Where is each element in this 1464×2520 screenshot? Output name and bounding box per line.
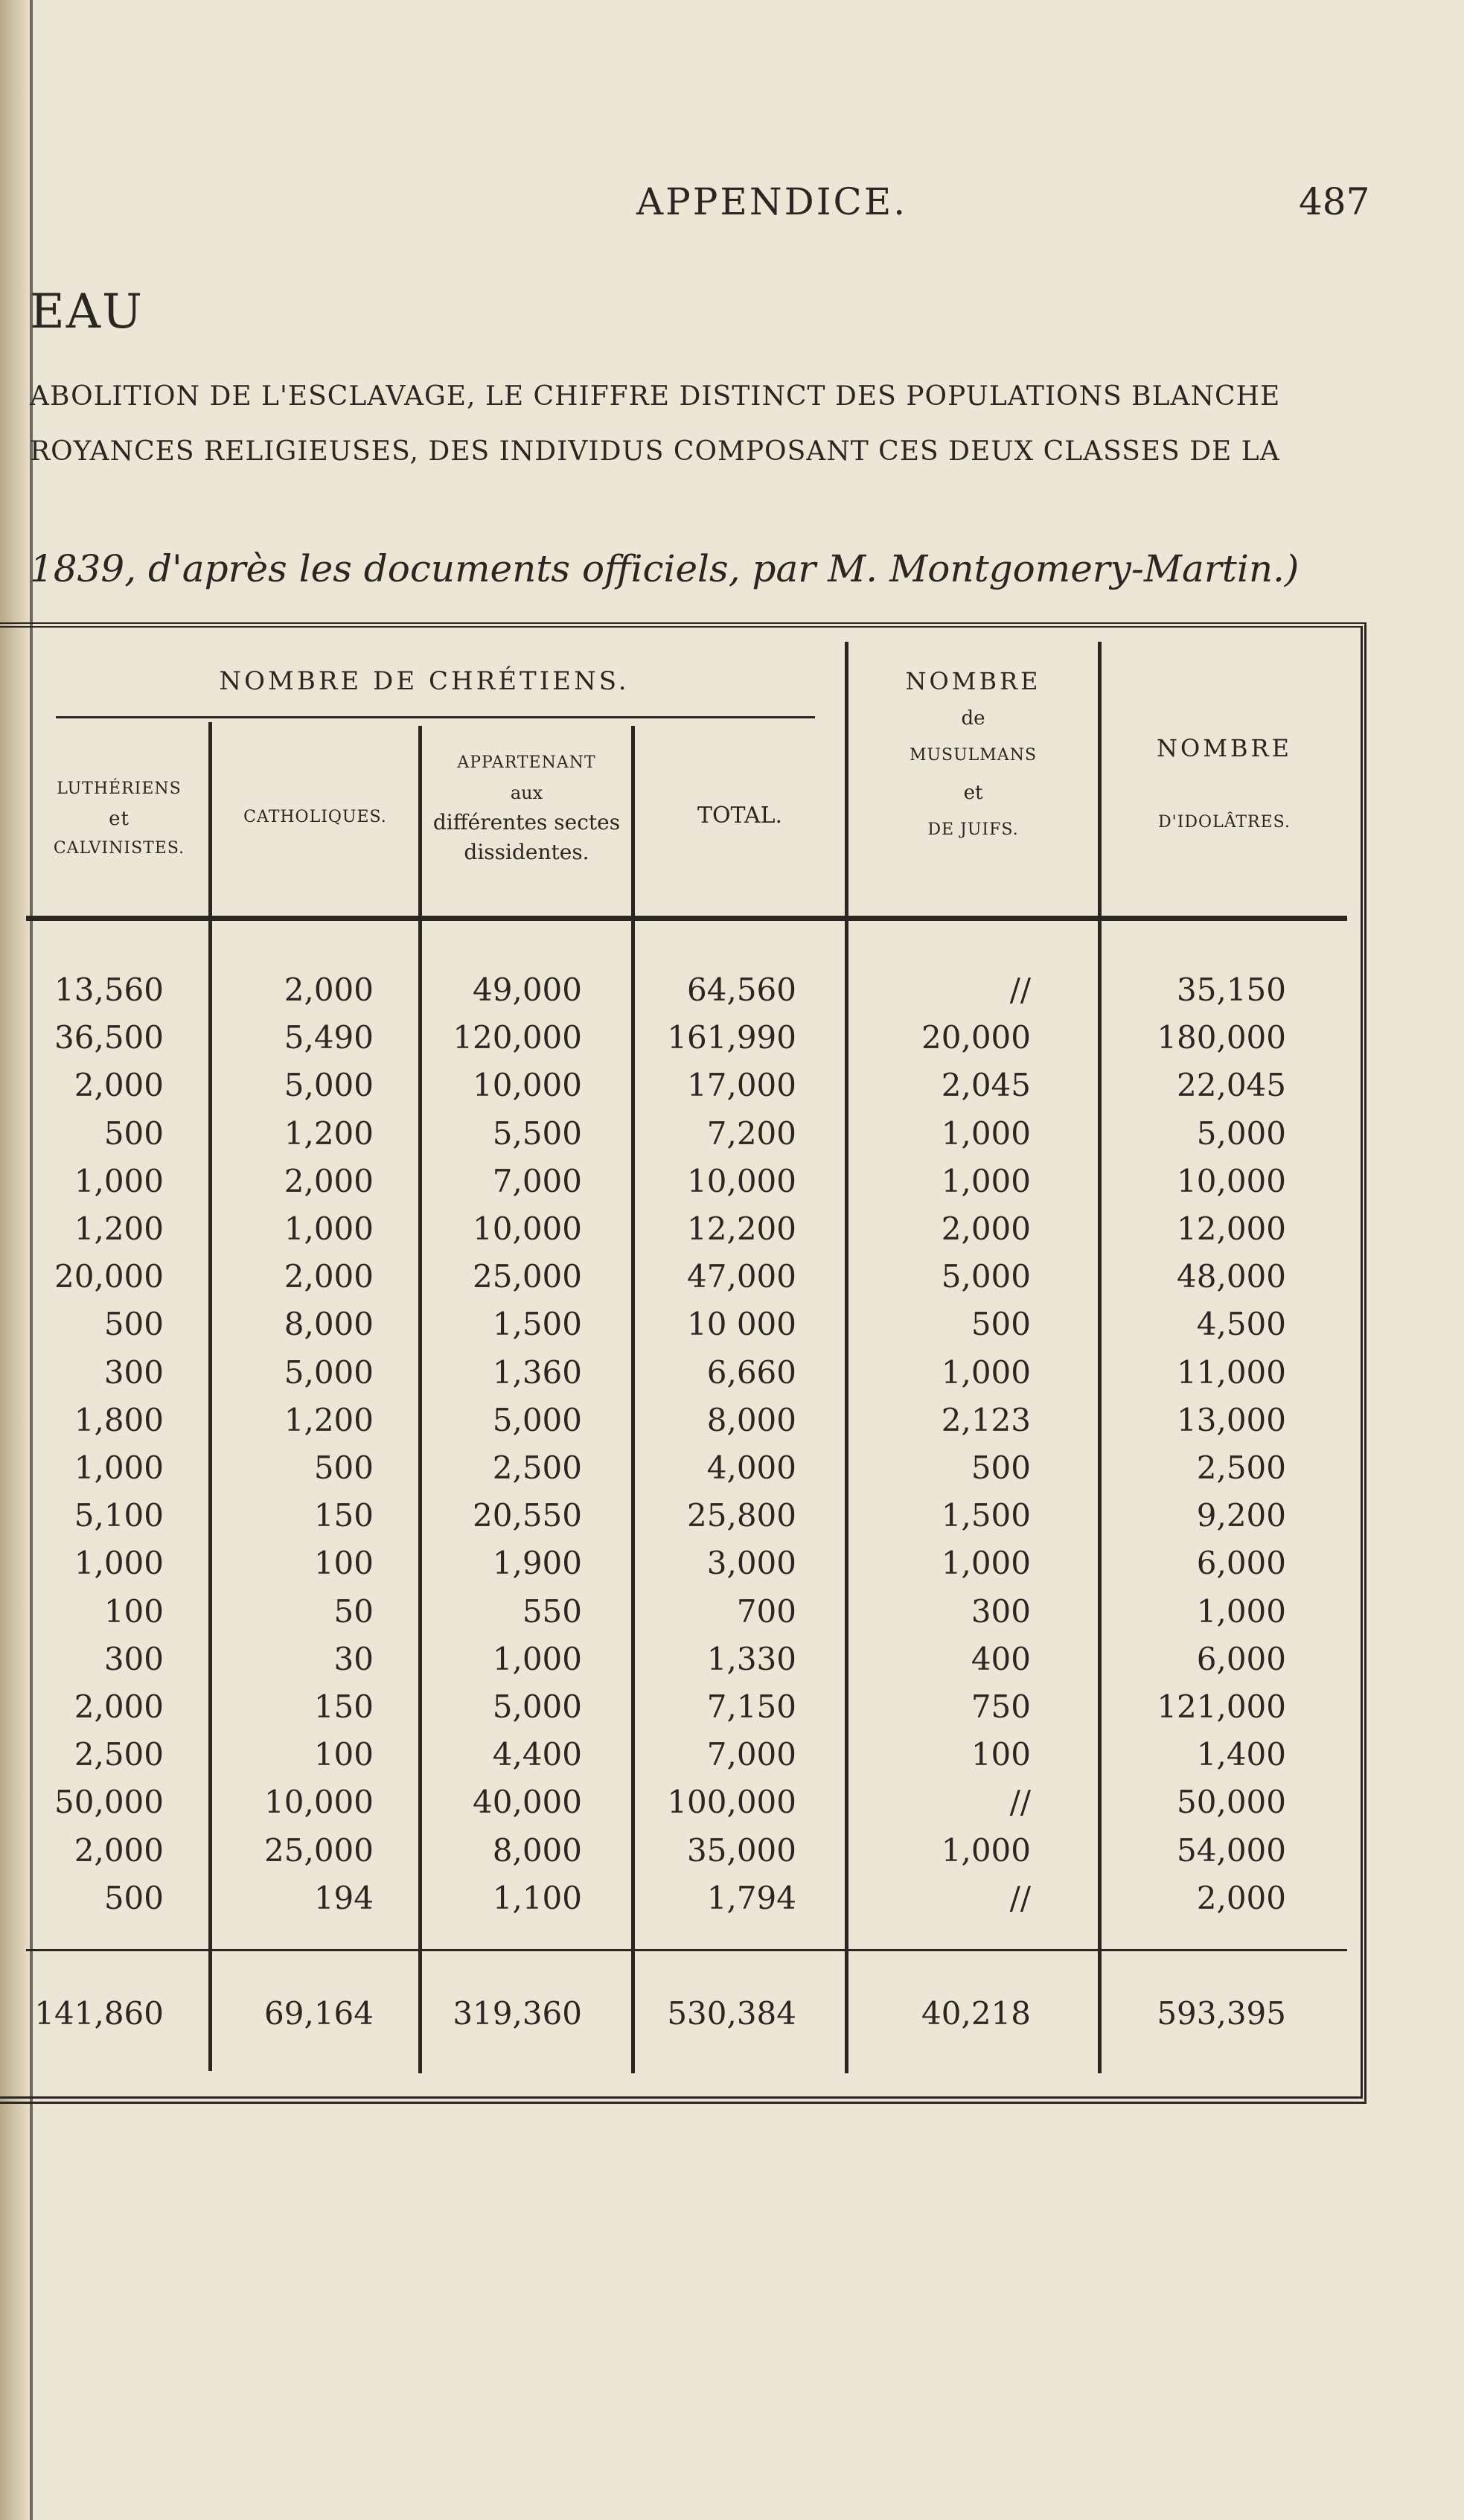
table-cell: 36,500 [54, 1019, 164, 1056]
table-cell: 120,000 [453, 1019, 582, 1056]
table-cell: 11,000 [1177, 1354, 1286, 1391]
subtitle-line-2: ROYANCES RELIGIEUSES, DES INDIVIDUS COMPOSANT CES DEUX CLASSES DE LA [30, 436, 1280, 467]
table-cell: 1,794 [706, 1880, 796, 1916]
table-cell: 8,000 [284, 1306, 374, 1342]
table-cell: 10,000 [687, 1163, 796, 1199]
col3-header [422, 748, 631, 867]
table-cell: 8,000 [706, 1402, 796, 1438]
table-cell: 1,500 [941, 1497, 1031, 1534]
table-cell: 1,800 [74, 1402, 164, 1438]
table-cell: 1,400 [1196, 1736, 1286, 1773]
total-cell: 40,218 [921, 1995, 1031, 2032]
table-cell: 500 [971, 1306, 1031, 1342]
table-cell: 10,000 [473, 1210, 582, 1247]
table-cell: 2,000 [284, 972, 374, 1008]
table-cell: 54,000 [1177, 1832, 1286, 1869]
table-cell: 1,000 [941, 1115, 1031, 1152]
table-cell: // [1009, 1880, 1031, 1916]
table-cell: 5,490 [284, 1019, 374, 1056]
table-cell: 6,000 [1196, 1545, 1286, 1581]
table-cell: 100 [971, 1736, 1031, 1773]
col5-line1: NOMBRE [905, 667, 1041, 695]
table-cell: 100 [313, 1545, 374, 1581]
table-cell: 500 [103, 1115, 164, 1152]
table-cell: 2,000 [941, 1210, 1031, 1247]
table-cell: 48,000 [1177, 1258, 1286, 1295]
table-cell: 5,000 [284, 1354, 374, 1391]
table-cell: 400 [971, 1641, 1031, 1677]
table-cell: 2,000 [74, 1067, 164, 1103]
col3-line4: dissidentes. [464, 840, 589, 864]
table-cell: 1,900 [492, 1545, 582, 1581]
total-cell: 69,164 [264, 1995, 374, 2032]
table-cell: 300 [103, 1354, 164, 1391]
table-cell: 500 [103, 1306, 164, 1342]
group-header: NOMBRE DE CHRÉTIENS. [219, 666, 630, 696]
table-cell: 500 [971, 1449, 1031, 1486]
table-cell: 180,000 [1157, 1019, 1286, 1056]
table-cell: 50,000 [1177, 1784, 1286, 1820]
table-cell: 12,200 [687, 1210, 796, 1247]
column-rule [208, 722, 212, 2071]
total-cell: 593,395 [1157, 1995, 1286, 2032]
col2-header: CATHOLIQUES. [243, 808, 387, 826]
table-cell: 1,000 [941, 1354, 1031, 1391]
column-rule [631, 726, 635, 2073]
table-cell: 20,000 [921, 1019, 1031, 1056]
col5-line4: et [963, 782, 983, 804]
table-cell: 3,000 [706, 1545, 796, 1581]
table-cell: 5,000 [1196, 1115, 1286, 1152]
table-cell: 64,560 [687, 972, 796, 1008]
col3-line2: aux [510, 782, 543, 803]
col5-line2: de [961, 707, 985, 730]
table-cell: 1,000 [941, 1832, 1031, 1869]
col5-header [848, 663, 1098, 849]
table-cell: 100 [103, 1593, 164, 1630]
table-cell: 5,500 [492, 1115, 582, 1152]
totals-rule [26, 1949, 1347, 1951]
page-number: 487 [1299, 180, 1370, 223]
table-cell: 20,550 [473, 1497, 582, 1534]
col5-line5: DE JUIFS. [927, 820, 1019, 839]
table-cell: 5,000 [492, 1688, 582, 1725]
table-cell: 10,000 [473, 1067, 582, 1103]
table-cell: 2,000 [74, 1688, 164, 1725]
table-cell: 1,000 [941, 1545, 1031, 1581]
table-cell: 47,000 [687, 1258, 796, 1295]
table-cell: 2,000 [74, 1832, 164, 1869]
table-cell: 161,990 [667, 1019, 796, 1056]
table-cell: 2,500 [492, 1449, 582, 1486]
table-cell: 1,000 [74, 1449, 164, 1486]
group-brace-rule [56, 716, 815, 718]
table-title: EAU [30, 284, 144, 339]
table-cell: 1,000 [1196, 1593, 1286, 1630]
table-cell: 1,200 [74, 1210, 164, 1247]
table-cell: 700 [736, 1593, 796, 1630]
col1-line2: et [109, 808, 130, 830]
table-cell: 750 [971, 1688, 1031, 1725]
table-cell: 550 [522, 1593, 582, 1630]
subtitle-line-1: ABOLITION DE L'ESCLAVAGE, LE CHIFFRE DISTINCT DES POPULATIONS BLANCHE [30, 381, 1281, 412]
table-cell: 1,360 [492, 1354, 582, 1391]
col6-line1: NOMBRE [1157, 734, 1292, 762]
col6-header [1102, 711, 1347, 860]
table-cell: 6,000 [1196, 1641, 1286, 1677]
table-cell: // [1009, 972, 1031, 1008]
col3-line3: différentes sectes [432, 810, 621, 835]
table-cell: 2,000 [1196, 1880, 1286, 1916]
table-cell: 5,000 [492, 1402, 582, 1438]
table-cell: 1,330 [706, 1641, 796, 1677]
table-cell: 2,000 [284, 1258, 374, 1295]
table-cell: 13,560 [54, 972, 164, 1008]
table-cell: 2,000 [284, 1163, 374, 1199]
table-cell: 194 [313, 1880, 374, 1916]
table-cell: 25,800 [687, 1497, 796, 1534]
table-cell: // [1009, 1784, 1031, 1820]
table-cell: 1,000 [492, 1641, 582, 1677]
table-cell: 300 [971, 1593, 1031, 1630]
col6-line2: D'IDOLÂTRES. [1158, 813, 1291, 832]
table-cell: 500 [103, 1880, 164, 1916]
table-cell: 2,500 [1196, 1449, 1286, 1486]
col5-line3: MUSULMANS [909, 746, 1038, 765]
table-cell: 100 [313, 1736, 374, 1773]
table-cell: 300 [103, 1641, 164, 1677]
table-cell: 5,100 [74, 1497, 164, 1534]
table-cell: 1,000 [941, 1163, 1031, 1199]
table-cell: 35,000 [687, 1832, 796, 1869]
table-cell: 1,000 [74, 1163, 164, 1199]
col1-header [30, 774, 208, 864]
total-cell: 530,384 [667, 1995, 796, 2032]
total-cell: 319,360 [453, 1995, 582, 2032]
table-cell: 5,000 [941, 1258, 1031, 1295]
table-cell: 121,000 [1157, 1688, 1286, 1725]
col1-line3: CALVINISTES. [53, 839, 185, 858]
table-cell: 35,150 [1177, 972, 1286, 1008]
table-cell: 20,000 [54, 1258, 164, 1295]
col4-header: TOTAL. [697, 803, 783, 829]
col1-line1: LUTHÉRIENS [57, 779, 182, 798]
header-bottom-rule [26, 916, 1347, 921]
table-cell: 2,045 [941, 1067, 1031, 1103]
col3-line1: APPARTENANT [457, 753, 596, 772]
table-cell: 6,660 [706, 1354, 796, 1391]
table-cell: 8,000 [492, 1832, 582, 1869]
table-cell: 2,500 [74, 1736, 164, 1773]
table-cell: 500 [313, 1449, 374, 1486]
running-head: APPENDICE. [636, 180, 908, 223]
table-cell: 1,000 [284, 1210, 374, 1247]
table-cell: 22,045 [1177, 1067, 1286, 1103]
table-cell: 150 [313, 1497, 374, 1534]
table-cell: 49,000 [473, 972, 582, 1008]
table-cell: 5,000 [284, 1067, 374, 1103]
table-cell: 150 [313, 1688, 374, 1725]
table-cell: 1,100 [492, 1880, 582, 1916]
table-cell: 1,200 [284, 1402, 374, 1438]
table-cell: 50,000 [54, 1784, 164, 1820]
table-cell: 9,200 [1196, 1497, 1286, 1534]
column-rule [845, 642, 848, 2073]
table-cell: 4,000 [706, 1449, 796, 1486]
table-cell: 2,123 [941, 1402, 1031, 1438]
table-cell: 7,000 [706, 1736, 796, 1773]
table-cell: 7,150 [706, 1688, 796, 1725]
table-cell: 13,000 [1177, 1402, 1286, 1438]
table-cell: 10,000 [1177, 1163, 1286, 1199]
table-cell: 12,000 [1177, 1210, 1286, 1247]
total-cell: 141,860 [34, 1995, 164, 2032]
table-cell: 1,200 [284, 1115, 374, 1152]
table-cell: 7,000 [492, 1163, 582, 1199]
table-cell: 25,000 [473, 1258, 582, 1295]
table-cell: 4,500 [1196, 1306, 1286, 1342]
table-cell: 10 000 [687, 1306, 796, 1342]
table-cell: 50 [333, 1593, 374, 1630]
table-cell: 7,200 [706, 1115, 796, 1152]
table-cell: 1,500 [492, 1306, 582, 1342]
table-cell: 1,000 [74, 1545, 164, 1581]
table-cell: 10,000 [264, 1784, 374, 1820]
table-cell: 30 [333, 1641, 374, 1677]
table-cell: 17,000 [687, 1067, 796, 1103]
table-cell: 40,000 [473, 1784, 582, 1820]
table-cell: 100,000 [667, 1784, 796, 1820]
table-cell: 25,000 [264, 1832, 374, 1869]
table-cell: 4,400 [492, 1736, 582, 1773]
source-note: 1839, d'après les documents officiels, par M. Montgomery-Martin.) [30, 547, 1300, 590]
column-rule [418, 726, 422, 2073]
